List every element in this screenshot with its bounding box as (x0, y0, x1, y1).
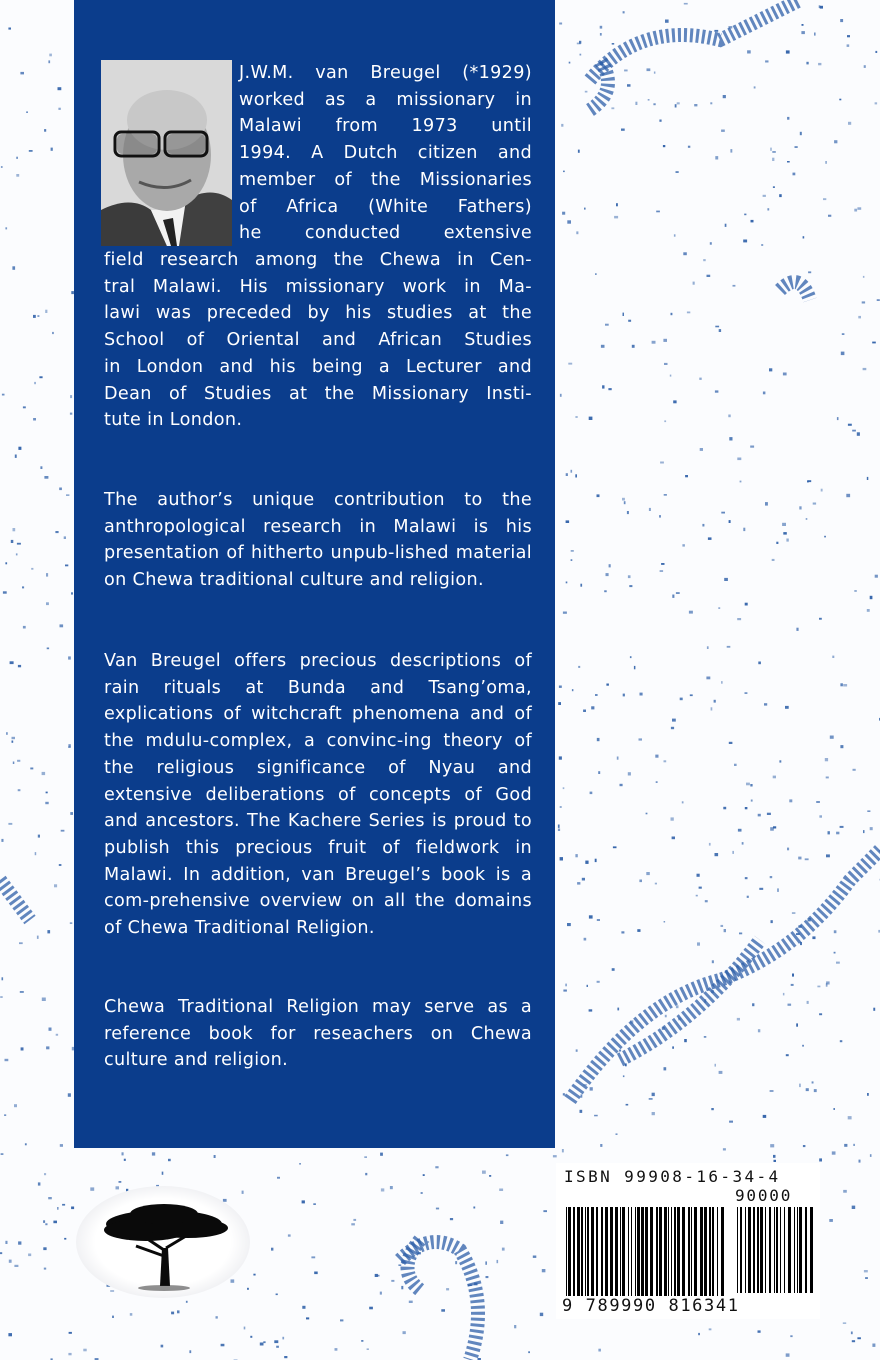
bio-line: Malawi from 1973 until (239, 116, 532, 137)
bio-line: worked as a missionary in (239, 89, 532, 110)
barcode-bar (631, 1207, 632, 1299)
bio-line: tral Malawi. His missionary work in Ma- (104, 276, 532, 297)
barcode-bar (641, 1207, 644, 1299)
bio-line: in London and his being a Lecturer and (104, 356, 532, 377)
barcode-bar (769, 1207, 771, 1293)
barcode-bar (745, 1207, 746, 1293)
barcode-bar (682, 1207, 685, 1299)
barcode-bar (717, 1207, 718, 1299)
barcode-bar (596, 1207, 598, 1299)
reference-paragraph (104, 994, 532, 1074)
barcode-bar (700, 1207, 703, 1299)
barcode-bar (737, 1207, 738, 1293)
isbn-label: ISBN 99908-16-34-4 (564, 1167, 781, 1186)
barcode-bar (605, 1207, 608, 1299)
barcode-bar (797, 1207, 798, 1293)
barcode-bar (615, 1207, 618, 1299)
author-photo (101, 60, 232, 246)
bio-line: member of the Missionaries (239, 169, 532, 190)
bio-line: field research among the Chewa in Cen- (104, 250, 532, 270)
barcode-bar (780, 1207, 781, 1293)
barcode-bar (668, 1207, 669, 1299)
barcode-bar (704, 1207, 707, 1299)
description-paragraph (104, 648, 532, 942)
bio-text-wrapped (239, 60, 532, 247)
bio-line: Dean of Studies at the Missionary Insti- (104, 383, 532, 404)
barcode-bar (620, 1207, 621, 1299)
barcode-bar (577, 1207, 580, 1299)
barcode-bar (650, 1207, 653, 1299)
barcode-bar (799, 1207, 802, 1293)
barcode-bar (628, 1207, 629, 1299)
barcode-bar (694, 1207, 697, 1299)
bio-line: School of Oriental and African Studies (104, 330, 532, 351)
barcode-bar (740, 1207, 742, 1293)
bio-text-full-width (104, 247, 532, 434)
barcode-bar (568, 1207, 571, 1299)
barcode-bar (748, 1207, 751, 1293)
barcode-bar (784, 1207, 785, 1293)
barcode-bar (776, 1207, 778, 1293)
barcode-bar (601, 1207, 603, 1299)
barcode-bar (637, 1207, 640, 1299)
price-code: 90000 (735, 1186, 793, 1205)
barcode-bar (721, 1207, 724, 1299)
ean-barcode-bars (566, 1207, 726, 1299)
barcode-bar (659, 1207, 662, 1299)
reference-text: Chewa Traditional Religion may serve as a reference book for reseachers on Chewa culture and religion. (104, 997, 532, 1071)
barcode-bar (581, 1207, 583, 1299)
barcode-bar (753, 1207, 755, 1293)
barcode-bar (765, 1207, 766, 1293)
bio-line: of Africa (White Fathers) (239, 196, 532, 217)
barcode-bar (587, 1207, 589, 1299)
barcode-bar (635, 1207, 636, 1299)
barcode-bar (788, 1207, 791, 1293)
barcode-bar (810, 1207, 813, 1293)
barcode-bar (622, 1207, 625, 1299)
barcode-bar (573, 1207, 575, 1299)
barcode-bar (691, 1207, 692, 1299)
bio-line: lawi was preceded by his studies at the (104, 303, 532, 324)
kachere-tree-logo-icon (76, 1186, 250, 1298)
barcode-bar (674, 1207, 676, 1299)
barcode-bar (760, 1207, 763, 1293)
barcode-bar (794, 1207, 795, 1293)
description-text: Van Breugel offers precious descriptions of rain rituals at Bunda and Tsang’oma, explications of witchcraft phenomena and of the mdulu-complex, a convinc-ing theory of the religious significance of Nyau and extensive deliberations of concepts of God and ancestors. The Kachere Series is proud to publish this precious fruit of fieldwork in Malawi. In addition, van Breugel’s book is a com-prehensive overview on all the domains of Chewa Traditional Religion. (104, 651, 532, 939)
bio-line: J.W.M. van Breugel (*1929) (239, 63, 532, 83)
barcode-bar (688, 1207, 690, 1299)
bio-line: tute in London. (104, 410, 243, 431)
barcode-bar (591, 1207, 594, 1299)
barcode-bar (671, 1207, 672, 1299)
publisher-logo (76, 1186, 250, 1298)
contribution-paragraph (104, 487, 532, 594)
contribution-text: The author’s unique contribution to the anthropological research in Malawi is his presentation of hitherto unpub-lished material on Chewa traditional culture and religion. (104, 490, 532, 591)
bio-line: he conducted extensive (239, 223, 532, 244)
author-portrait-icon (101, 60, 232, 246)
barcode-bar (712, 1207, 714, 1299)
barcode-bar (709, 1207, 711, 1299)
barcode-bar (610, 1207, 613, 1299)
ean-digits: 9 789990 816341 (562, 1296, 740, 1316)
barcode-bar (757, 1207, 759, 1293)
barcode-bar (645, 1207, 648, 1299)
addon-barcode-bars (737, 1207, 813, 1293)
barcode-bar (656, 1207, 658, 1299)
barcode-bar (585, 1207, 586, 1299)
barcode-bar (566, 1207, 567, 1299)
barcode-bar (805, 1207, 807, 1293)
barcode-bar (664, 1207, 667, 1299)
barcode-bar (677, 1207, 680, 1299)
barcode-bar (774, 1207, 775, 1293)
bio-line: 1994. A Dutch citizen and (239, 143, 532, 164)
